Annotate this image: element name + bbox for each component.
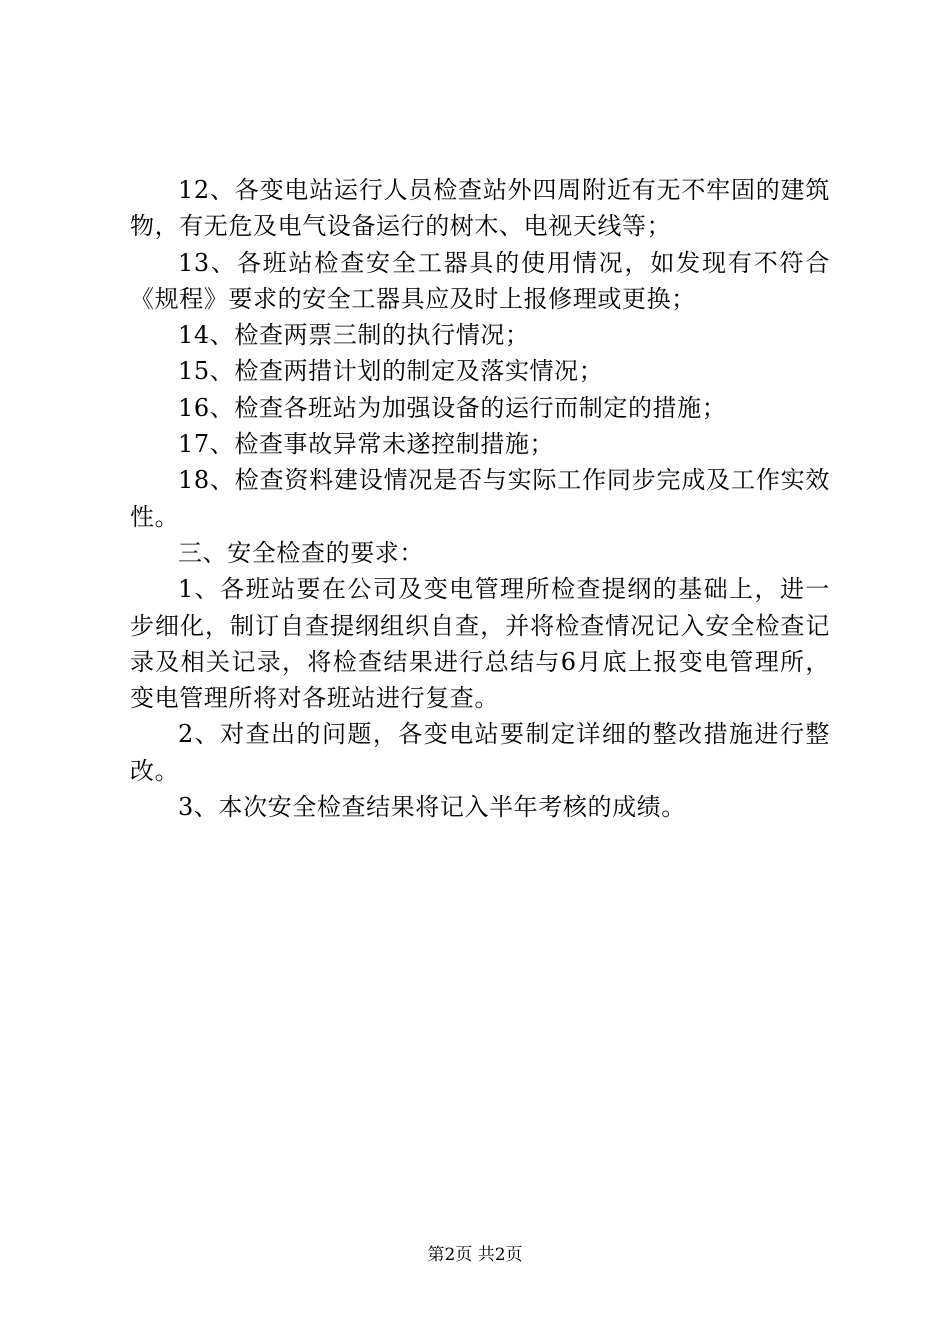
page-footer — [0, 1243, 950, 1267]
page-number: 第2页 共2页 — [427, 1245, 523, 1265]
requirement-item-1: 1、各班站要在公司及变电管理所检查提纲的基础上，进一步细化，制订自查提纲组织自查，并将检查情况记入安全检查记录及相关记录，将检查结果进行总结与6月底上报变电管理所，变电管理所将对各班站进行复查。 — [130, 575, 830, 713]
paragraph-item-17: 17、检查事故异常未遂控制措施； — [178, 430, 555, 459]
paragraph-item-13: 13、各班站检查安全工器具的使用情况，如发现有不符合《规程》要求的安全工器具应及时上报修理或更换； — [130, 248, 830, 313]
section-heading-requirements: 三、安全检查的要求： — [178, 538, 424, 567]
document-body — [130, 172, 830, 825]
requirement-item-3: 3、本次安全检查结果将记入半年考核的成绩。 — [178, 793, 686, 822]
paragraph-item-18: 18、检查资料建设情况是否与实际工作同步完成及工作实效性。 — [130, 466, 830, 531]
paragraph-item-15: 15、检查两措计划的制定及落实情况； — [178, 357, 604, 386]
paragraph-item-12: 12、各变电站运行人员检查站外四周附近有无不牢固的建筑物，有无危及电气设备运行的树木、电视天线等； — [130, 176, 830, 241]
requirement-item-2: 2、对查出的问题，各变电站要制定详细的整改措施进行整改。 — [130, 720, 830, 785]
paragraph-item-16: 16、检查各班站为加强设备的运行而制定的措施； — [178, 393, 727, 422]
paragraph-item-14: 14、检查两票三制的执行情况； — [178, 321, 530, 350]
